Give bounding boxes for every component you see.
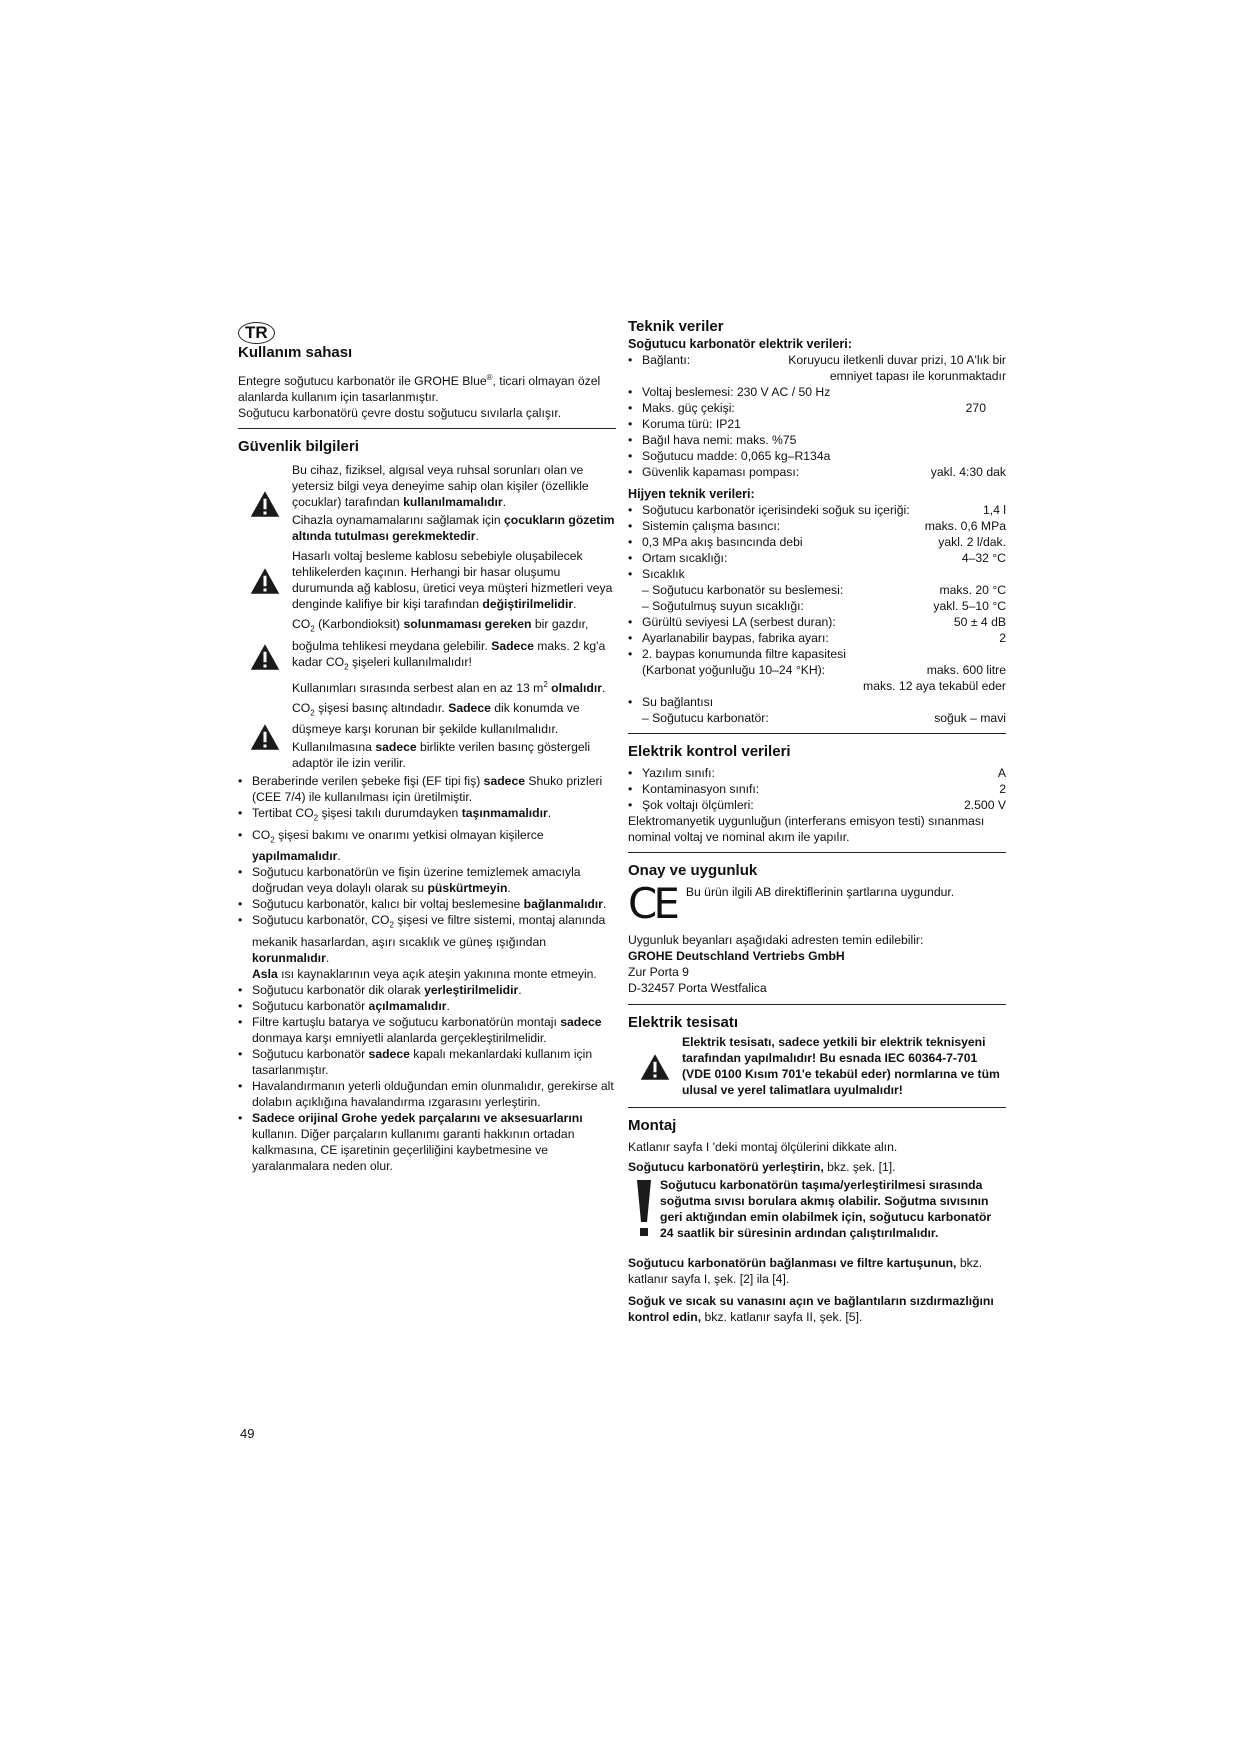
install-warning-text: Elektrik tesisatı, sadece yetkili bir elektrik teknisyeni tarafından yapılmalıdır! Bu esnada IEC 60364-7-701 (VDE 0100 Kısım 701'e tekabül eder) normlarına ve tüm ulusal ve yerel talimatlara uyulmalıdır!: [682, 1035, 1000, 1097]
approval-title: Onay ve uygunluk: [628, 862, 758, 879]
list-item: • Güvenlik kapaması pompası: yakl. 4:30 dak: [628, 465, 1006, 479]
list-item: • $CO_2$ şişesi bakımı ve onarımı yetkisi olmayan kişilerce yapılmamalıdır.: [238, 827, 544, 864]
usage-paragraph-2: Soğutucu karbonatörü çevre dostu soğutucu sıvılarla çalışır.: [238, 406, 562, 421]
warning-text: Hasarlı voltaj besleme kablosu sebebiyle oluşabilecek tehlikelerden kaçının. Herhangi bir hasar oluşumu durumunda ağ kablosu, üretici veya müşteri hizmetleri veya denginde kalifiye bir kişi tarafından değiştirilmelidir.: [292, 549, 613, 612]
divider: [238, 428, 616, 429]
safety-title: Güvenlik bilgileri: [238, 438, 359, 456]
mount-paragraph-2: Soğutucu karbonatörü yerleştirin, bkz. şek. [1].: [628, 1160, 896, 1174]
mount-warning-text: Soğutucu karbonatörün taşıma/yerleştirilmesi sırasında soğutma sıvısı borulara akmış olabilir. Soğutma sıvısının geri aktığından emin olabilmek için, soğutucu karbonatör 24 saatlik bir süresinin ardından çalıştırılmalıdır.: [660, 1178, 992, 1240]
list-item: • Kontaminasyon sınıfı: 2: [628, 782, 1006, 796]
list-item: • Filtre kartuşlu batarya ve soğutucu karbonatörün montajı sadece donmaya karşı emniyetli alanlarda gerçekleştirilmelidir.: [238, 1014, 602, 1045]
declaration-text: Uygunluk beyanları aşağıdaki adresten temin edilebilir:: [628, 933, 924, 947]
warning-triangle-icon: [238, 486, 292, 522]
list-item: • 0,3 MPa akış basıncında debi yakl. 2 l/dak.: [628, 535, 1006, 549]
left-column: [238, 318, 616, 1174]
list-item: • Bağıl hava nemi: maks. %75: [628, 433, 797, 447]
page-number: 49: [240, 1426, 255, 1441]
hygiene-subtitle: Hijyen teknik verileri:: [628, 487, 755, 501]
warning-block-4: [238, 700, 616, 773]
install-title: Elektrik tesisatı: [628, 1014, 739, 1031]
warning-text: $CO_2$ (Karbondioksit) solunmaması gereken bir gazdır, boğulma tehlikesi meydana gelebilir. Sadece maks. 2 kg'a kadar $CO_2$ şişeleri kullanılmalıdır!: [292, 617, 606, 671]
usage-paragraph-1: Entegre soğutucu karbonatör ile GROHE Blue®, ticari olmayan özel alanlarda kullanım için tasarlanmıştır.: [238, 373, 601, 405]
ce-mark-icon: CE: [628, 879, 676, 928]
company-name: GROHE Deutschland Vertriebs GmbH: [628, 949, 845, 963]
mount-title: Montaj: [628, 1117, 677, 1134]
warning-triangle-icon: [628, 1049, 682, 1085]
warning-text: $CO_2$ şişesi basınç altındadır. Sadece dik konumda ve düşmeye karşı korunan bir şekilde kullanılmalıdır.: [292, 701, 580, 737]
list-item: • Koruma türü: IP21: [628, 417, 741, 431]
street: Zur Porta 9: [628, 965, 689, 979]
list-item: • Soğutucu karbonatör sadece kapalı mekanlardaki kullanım için tasarlanmıştır.: [238, 1046, 593, 1077]
city: D-32457 Porta Westfalica: [628, 981, 767, 995]
list-item: • Bağlantı: Koruyucu iletkenli duvar prizi, 10 A'lık bir emniyet tapası ile korunmaktadır: [628, 353, 1006, 383]
mount-warning: [628, 1177, 1006, 1243]
list-item: – Soğutucu karbonatör: soğuk – mavi: [642, 711, 1006, 725]
list-item: • Soğutucu karbonatörün ve fişin üzerine temizlemek amacıyla doğrudan veya dolaylı olarak su püskürtmeyin.: [238, 865, 581, 896]
ce-block: [628, 879, 1006, 928]
warning-text: Kullanımları sırasında serbest alan en az 13 $m^2$ olmalıdır.: [292, 679, 606, 695]
divider: [628, 1004, 1006, 1005]
usage-title: Kullanım sahası: [238, 344, 353, 361]
language-badge: TR: [238, 322, 275, 344]
list-item: – Soğutulmuş suyun sıcaklığı: yakl. 5–10 °C: [642, 599, 1006, 613]
list-item: • Tertibat $CO_2$ şişesi takılı durumdayken taşınmamalıdır.: [238, 806, 552, 823]
list-item: • Soğutucu karbonatör, $CO_2$ şişesi ve filtre sistemi, montaj alanında mekanik hasarlardan, aşırı sıcaklık ve güneş ışığından korunmalıdır. Asla ısı kaynaklarının veya açık ateşin yakınına monte etmeyin.: [238, 913, 606, 981]
warning-block-2: [238, 548, 616, 614]
list-item: maks. 12 aya tekabül eder: [863, 679, 1006, 693]
divider: [628, 852, 1006, 853]
divider: [628, 1107, 1006, 1108]
mount-paragraph-3: Soğutucu karbonatörün bağlanması ve filtre kartuşunun, bkz. katlanır sayfa I, şek. [2] ila [4].: [628, 1256, 983, 1286]
exclamation-icon: [628, 1180, 660, 1240]
list-item: • Beraberinde verilen şebeke fişi (EF tipi fiş) sadece Shuko prizleri (CEE 7/4) ile kullanılması için üretilmiştir.: [238, 774, 603, 805]
list-item: • Voltaj beslemesi: 230 V AC / 50 Hz: [628, 385, 831, 399]
tech-title: Teknik veriler: [628, 318, 724, 335]
list-item: • Şok voltajı ölçümleri: 2.500 V: [628, 798, 1006, 812]
list-item: – Soğutucu karbonatör su beslemesi: maks. 20 °C: [642, 583, 1006, 597]
list-item: • Gürültü seviyesi LA (serbest duran): 50 ± 4 dB: [628, 615, 1006, 629]
list-item: • Sistemin çalışma basıncı: maks. 0,6 MPa: [628, 519, 1006, 533]
list-item: • Ayarlanabilir baypas, fabrika ayarı: 2: [628, 631, 1006, 645]
safety-bullet-list: [238, 773, 616, 1173]
warning-text: Kullanılmasına sadece birlikte verilen basınç göstergeli adaptör ile izin verilir.: [292, 740, 591, 771]
warning-text: Bu cihaz, fiziksel, algısal veya ruhsal sorunları olan ve yetersiz bilgi veya deneyime sahip olan kişiler (özellikle çocuklar) tarafından kullanılmamalıdır.: [292, 463, 589, 510]
right-column: [628, 318, 1006, 1325]
list-item: • 2. baypas konumunda filtre kapasitesi: [628, 647, 846, 661]
install-warning: [628, 1034, 1006, 1100]
warning-triangle-icon: [238, 719, 292, 755]
warning-triangle-icon: [238, 639, 292, 675]
divider: [628, 733, 1006, 734]
list-item: • Havalandırmanın yeterli olduğundan emin olunmalıdır, gerekirse alt dolabın açıklığına havalandırma ızgarasını yerleştirin.: [238, 1078, 614, 1109]
emc-text: Elektromanyetik uygunluğun (interferans emisyon testi) sınanması nominal voltaj ve nominal akım ile yapılır.: [628, 814, 985, 844]
list-item: • Maks. güç çekişi: 270: [628, 401, 986, 415]
list-item: • Ortam sıcaklığı: 4–32 °C: [628, 551, 1006, 565]
list-item: • Sadece orijinal Grohe yedek parçalarını ve aksesuarlarını kullanın. Diğer parçaların kullanımı garanti hakkının ortadan kalkmasına, CE işaretinin geçerliliğini kaybetmesine ve yaralanmalara neden olur.: [238, 1110, 583, 1173]
list-item: • Soğutucu karbonatör içerisindeki soğuk su içeriği: 1,4 l: [628, 503, 1006, 517]
list-item: • Soğutucu karbonatör dik olarak yerleştirilmelidir.: [238, 982, 522, 997]
list-item: • Soğutucu karbonatör, kalıcı bir voltaj beslemesine bağlanmalıdır.: [238, 897, 607, 912]
mount-paragraph-1: Katlanır sayfa I 'deki montaj ölçülerini dikkate alın.: [628, 1140, 898, 1154]
control-title: Elektrik kontrol verileri: [628, 743, 791, 760]
warning-triangle-icon: [238, 563, 292, 599]
list-item: • Yazılım sınıfı: A: [628, 766, 1006, 780]
list-item: • Soğutucu madde: 0,065 kg–R134a: [628, 449, 831, 463]
ce-text: Bu ürün ilgili AB direktiflerinin şartlarına uygundur.: [685, 885, 955, 899]
warning-block-1: [238, 462, 616, 546]
warning-block-3: [238, 616, 616, 698]
list-item: • Sıcaklık: [628, 567, 685, 581]
list-item: • Su bağlantısı: [628, 695, 714, 709]
elec-subtitle: Soğutucu karbonatör elektrik verileri:: [628, 337, 852, 351]
mount-paragraph-4: Soğuk ve sıcak su vanasını açın ve bağlantıların sızdırmazlığını kontrol edin, bkz. katlanır sayfa II, şek. [5].: [628, 1294, 994, 1324]
list-item: • Soğutucu karbonatör açılmamalıdır.: [238, 998, 450, 1013]
list-item: (Karbonat yoğunluğu 10–24 °KH): maks. 600 litre: [642, 663, 1006, 677]
warning-text: Cihazla oynamamalarını sağlamak için çocukların gözetim altında tutulması gerekmektedir.: [292, 513, 615, 544]
